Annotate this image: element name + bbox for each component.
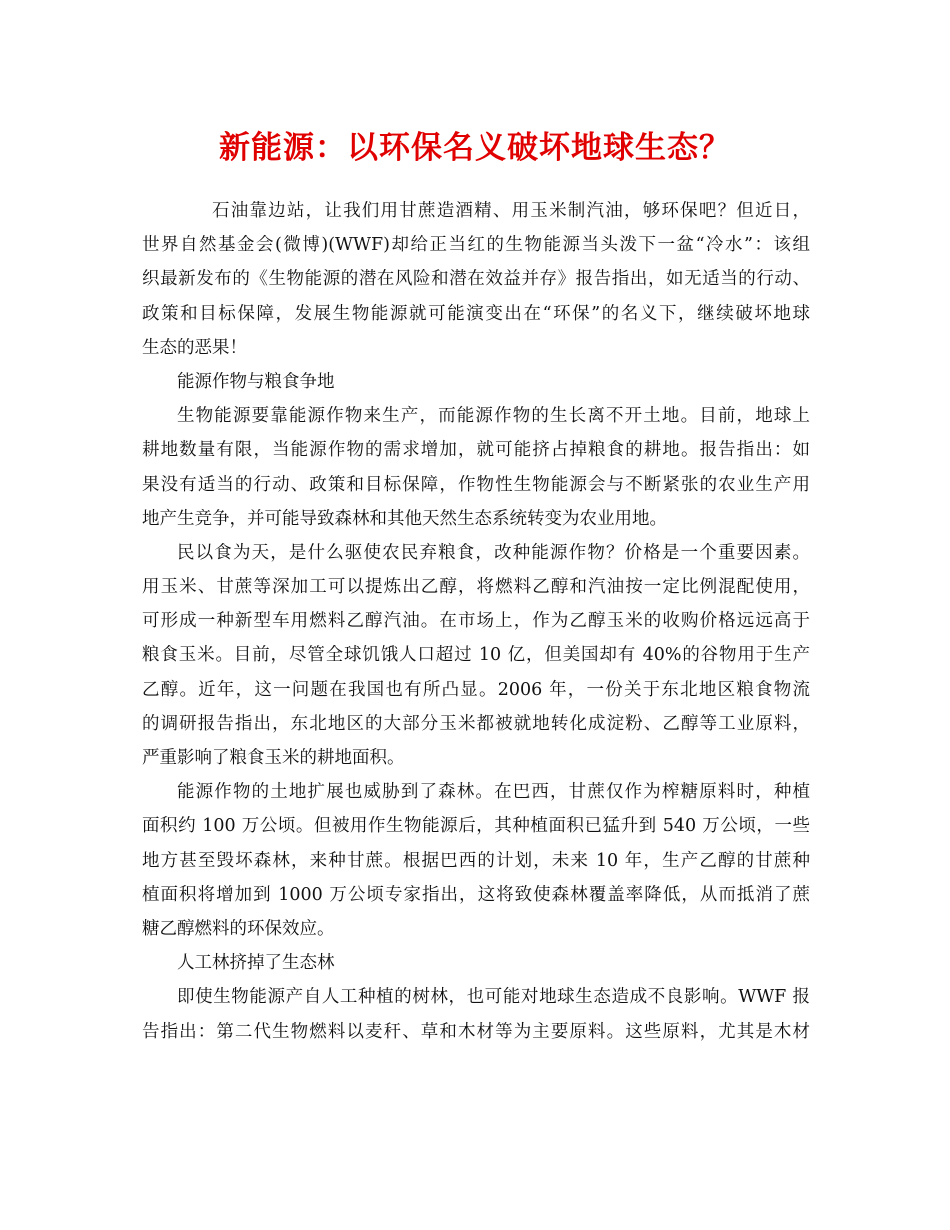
body-line: 告指出：第二代生物燃料以麦秆、草和木材等为主要原料。这些原料，尤其是木材: [142, 1021, 810, 1042]
body-line: 乙醇。近年，这一问题在我国也有所凸显。2006 年，一份关于东北地区粮食物流: [142, 679, 810, 700]
body-line: 糖乙醇燃料的环保效应。: [142, 918, 335, 939]
body-line: 生物能源要靠能源作物来生产，而能源作物的生长离不开土地。目前，地球上: [177, 406, 810, 427]
body-line: 石油靠边站，让我们用甘蔗造酒精、用玉米制汽油，够环保吧？但近日，: [212, 201, 810, 221]
body-line: 的调研报告指出，东北地区的大部分玉米都被就地转化成淀粉、乙醇等工业原料，: [142, 713, 810, 734]
body-line: 织最新发布的《生物能源的潜在风险和潜在效益并存》报告指出，如无适当的行动、: [142, 269, 810, 290]
body-line: 政策和目标保障，发展生物能源就可能演变出在“环保”的名义下，继续破坏地球: [142, 303, 810, 324]
body-line: 能源作物与粮食争地: [177, 371, 335, 392]
body-line: 即使生物能源产自人工种植的树林，也可能对地球生态造成不良影响。WWF 报: [177, 987, 810, 1008]
body-line: 面积约 100 万公顷。但被用作生物能源后，其种植面积已猛升到 540 万公顷，一些: [142, 816, 810, 837]
body-line: 生态的恶果！: [142, 337, 247, 358]
body-line: 地方甚至毁坏森林，来种甘蔗。根据巴西的计划，未来 10 年，生产乙醇的甘蔗种: [142, 850, 810, 871]
body-line: 民以食为天，是什么驱使农民弃粮食，改种能源作物？价格是一个重要因素。: [177, 542, 810, 563]
body-line: 地产生竞争，并可能导致森林和其他天然生态系统转变为农业用地。: [142, 508, 667, 529]
body-line: 果没有适当的行动、政策和目标保障，作物性生物能源会与不断紧张的农业生产用: [142, 474, 810, 495]
document-body: [142, 194, 810, 1049]
body-line: 世界自然基金会(微博)(WWF)却给正当红的生物能源当头泼下一盆“冷水”：该组: [142, 235, 810, 256]
body-line: 用玉米、甘蔗等深加工可以提炼出乙醇，将燃料乙醇和汽油按一定比例混配使用，: [142, 577, 810, 598]
body-line: 人工林挤掉了生态林: [177, 953, 335, 974]
body-line: 能源作物的土地扩展也威胁到了森林。在巴西，甘蔗仅作为榨糖原料时，种植: [177, 782, 810, 803]
body-line: 耕地数量有限，当能源作物的需求增加，就可能挤占掉粮食的耕地。报告指出：如: [142, 440, 810, 461]
body-line: 严重影响了粮食玉米的耕地面积。: [142, 748, 405, 768]
body-line: 可形成一种新型车用燃料乙醇汽油。在市场上，作为乙醇玉米的收购价格远远高于: [142, 611, 810, 632]
body-line: 植面积将增加到 1000 万公顷专家指出，这将致使森林覆盖率降低，从而抵消了蔗: [142, 884, 810, 905]
body-line: 粮食玉米。目前，尽管全球饥饿人口超过 10 亿，但美国却有 40%的谷物用于生产: [142, 645, 810, 666]
document-title: 新能源：以环保名义破坏地球生态？: [219, 130, 731, 166]
